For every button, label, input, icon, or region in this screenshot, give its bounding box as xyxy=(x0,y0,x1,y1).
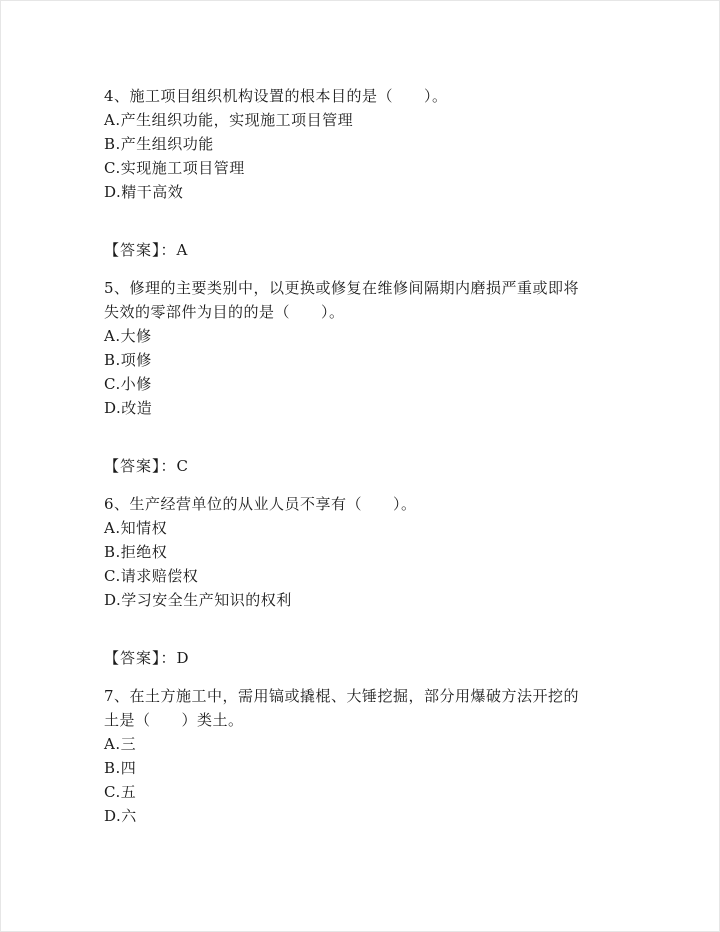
question-5-option-d: D.改造 xyxy=(104,399,153,417)
question-6-answer: 【答案】：D xyxy=(104,649,190,667)
question-4-stem: 4、施工项目组织机构设置的根本目的是（ ）。 xyxy=(104,87,448,105)
question-6-option-c: C.请求赔偿权 xyxy=(104,567,199,585)
question-6-option-a: A.知情权 xyxy=(104,519,168,537)
question-5-option-c: C.小修 xyxy=(104,375,152,393)
document-body xyxy=(104,84,624,828)
question-7-option-c: C.五 xyxy=(104,783,137,801)
question-5-stem-line-1: 5、修理的主要类别中，以更换或修复在维修间隔期内磨损严重或即将 xyxy=(104,279,580,297)
question-4-option-d: D.精干高效 xyxy=(104,183,184,201)
question-4-answer: 【答案】：A xyxy=(104,241,189,259)
question-4-option-a: A.产生组织功能，实现施工项目管理 xyxy=(104,111,354,129)
question-7-option-a: A.三 xyxy=(104,735,137,753)
question-6-option-d: D.学习安全生产知识的权利 xyxy=(104,591,292,609)
question-5-option-a: A.大修 xyxy=(104,327,152,345)
question-6 xyxy=(104,492,624,684)
question-5-option-b: B.项修 xyxy=(104,351,152,369)
question-7-stem-line-1: 7、在土方施工中，需用镐或撬棍、大锤挖掘，部分用爆破方法开挖的 xyxy=(104,687,580,705)
question-7-option-d: D.六 xyxy=(104,807,137,825)
question-5 xyxy=(104,276,624,492)
question-4-option-c: C.实现施工项目管理 xyxy=(104,159,245,177)
question-7 xyxy=(104,684,624,828)
question-6-stem: 6、生产经营单位的从业人员不享有（ ）。 xyxy=(104,495,417,513)
question-6-option-b: B.拒绝权 xyxy=(104,543,168,561)
question-7-stem-line-2: 土是（ ）类土。 xyxy=(104,711,244,729)
question-4-option-b: B.产生组织功能 xyxy=(104,135,214,153)
question-5-stem-line-2: 失效的零部件为目的的是（ ）。 xyxy=(104,303,345,321)
question-5-answer: 【答案】：C xyxy=(104,457,189,475)
question-7-option-b: B.四 xyxy=(104,759,137,777)
question-4 xyxy=(104,84,624,276)
